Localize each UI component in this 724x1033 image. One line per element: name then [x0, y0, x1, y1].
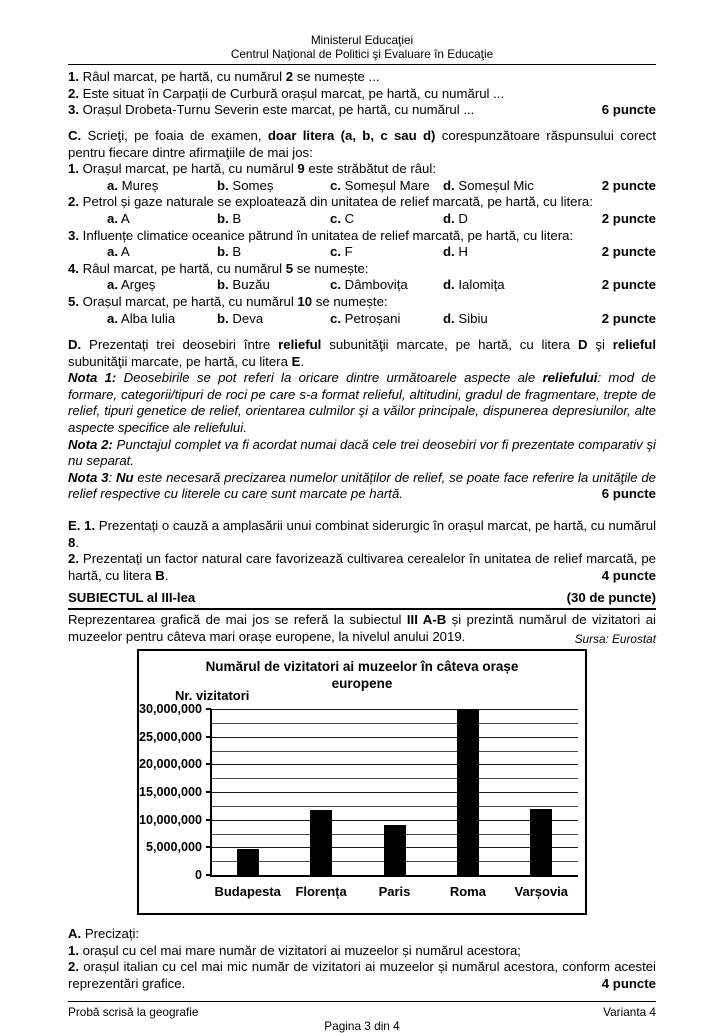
subject3-description [68, 612, 656, 645]
text-segment: . [300, 353, 305, 369]
points-label: 2 puncte [601, 310, 656, 326]
top-items [68, 69, 656, 119]
question-4-options [68, 277, 656, 294]
option-letter: c. [330, 210, 341, 226]
option-text: B [228, 210, 242, 226]
option-d [443, 311, 602, 328]
question-2-options [68, 211, 656, 228]
text-segment: Influențe climatice oceanice pătrund în unitatea de relief marcată, pe hartă, cu litera: [79, 227, 574, 243]
text-segment: este străbătut de râul: [304, 161, 436, 177]
text-segment: Prezentați o cauză a amplasării unui combinat siderurgic în orașul marcat, pe hartă, cu numărul [95, 518, 657, 534]
option-letter: b. [217, 177, 229, 193]
section-a-item2-text [68, 959, 656, 991]
option-text: D [454, 210, 468, 226]
text-segment: Nota 2: [68, 436, 113, 452]
text-segment: se numește: [293, 260, 369, 276]
option-letter: d. [443, 277, 455, 293]
spacer [68, 119, 656, 128]
section-c [68, 128, 656, 327]
option-c [330, 244, 443, 261]
y-tick-label: 0 [194, 868, 202, 883]
option-letter: a. [107, 310, 118, 326]
text-segment: . [164, 567, 169, 583]
points-label: 6 puncte [601, 102, 656, 118]
section-a-heading [68, 926, 656, 943]
section-d-nota1 [68, 370, 656, 436]
text-segment: 3. [68, 102, 79, 118]
text-segment: III A-B [406, 612, 447, 627]
top-item-3-text [68, 102, 474, 117]
text-segment: 1. [68, 69, 79, 85]
subject3-description-text [68, 612, 656, 644]
option-a [107, 211, 217, 228]
option-text: A [118, 244, 130, 260]
section-d-nota2 [68, 437, 656, 470]
bar [310, 810, 332, 875]
question-5-options [68, 311, 656, 328]
text-segment: este necesară precizarea numelor unităților de relief, se poate face referire la unităţile de relief respective cu literele cu care sunt marcate pe hartă. [68, 469, 657, 502]
text-segment: Râul marcat, pe hartă, cu numărul [79, 260, 286, 276]
section-c-questions [68, 161, 656, 327]
text-segment: Râul marcat, pe hartă, cu numărul [79, 69, 286, 85]
text-segment: B [155, 567, 165, 583]
y-tick-label: 25,000,000 [139, 729, 203, 744]
chart-title: Numărul de vizitatori ai muzeelor în câteva orașe europene [205, 659, 519, 692]
text-segment: și prezintă numărul de vizitatori ai muzeelor pentru câteva mari orașe europene, la nivelul anului 2019. [68, 612, 656, 644]
option-letter: b. [217, 244, 229, 260]
gridline [211, 806, 578, 807]
section-c-intro [68, 128, 656, 161]
x-tick-label: Florența [295, 884, 347, 900]
spacer [68, 503, 656, 518]
points-label: 2 puncte [601, 210, 656, 226]
text-segment: reliefului [542, 370, 598, 386]
option-a [107, 244, 217, 261]
gridline [211, 778, 578, 779]
option-c [330, 277, 443, 294]
text-segment: Nota 3 [68, 469, 109, 485]
x-tick-label: Roma [449, 884, 486, 900]
subject3-points: (30 de puncte) [566, 590, 656, 606]
text-segment: Nota 1: [68, 370, 117, 386]
spacer [68, 327, 656, 337]
option-b [217, 211, 330, 228]
option-letter: b. [217, 210, 229, 226]
points-label: 4 puncte [601, 975, 656, 991]
text-segment: Precizați: [81, 926, 140, 942]
text-segment: 9 [297, 161, 305, 177]
text-segment: şi [587, 337, 613, 353]
option-letter: d. [443, 210, 455, 226]
option-letter: c. [330, 177, 341, 193]
gridline [211, 723, 578, 724]
text-segment: Orașul Drobeta-Turnu Severin este marcat, pe hartă, cu numărul ... [79, 102, 475, 118]
text-segment: Orașul marcat, pe hartă, cu numărul [79, 161, 298, 177]
option-text: Deva [228, 310, 264, 326]
option-text: Dâmbovița [341, 277, 408, 293]
option-c [330, 178, 443, 195]
option-d [443, 211, 602, 228]
text-segment: 2. [68, 551, 79, 567]
option-letter: d. [443, 244, 455, 260]
bar [237, 849, 259, 875]
option-text: Alba Iulia [118, 310, 176, 326]
option-b [217, 178, 330, 195]
option-text: C [341, 210, 355, 226]
x-tick-label: Paris [378, 884, 411, 900]
option-letter: b. [217, 277, 229, 293]
x-axis-line [210, 875, 578, 877]
bar [457, 709, 479, 875]
option-text: Ialomița [454, 277, 505, 293]
footer-page-number: Pagina 3 din 4 [324, 1018, 400, 1033]
option-text: Someșul Mare [341, 177, 430, 193]
text-segment: 8 [68, 534, 76, 550]
y-tick-label: 20,000,000 [139, 757, 203, 772]
text-segment: 2. [68, 959, 79, 975]
option-text: Sibiu [454, 310, 488, 326]
text-segment: Este situat în Carpații de Curbură orașul marcat, pe hartă, cu numărul ... [79, 85, 505, 101]
section-e-item1 [68, 518, 656, 551]
text-segment: Punctajul complet va fi acordat numai dacă cele trei deosebiri vor fi prezentate comparativ şi nu separat. [68, 436, 656, 469]
bar-chart [137, 649, 587, 915]
option-letter: c. [330, 310, 341, 326]
y-tick-label: 30,000,000 [139, 702, 203, 717]
top-item-1 [68, 69, 656, 86]
subject3-title: SUBIECTUL al III-lea [68, 590, 196, 606]
section-e [68, 518, 656, 584]
option-letter: b. [217, 310, 229, 326]
option-letter: a. [107, 244, 118, 260]
question-1-stem [68, 161, 656, 178]
question-3-stem [68, 228, 656, 245]
option-text: Mureș [118, 177, 159, 193]
option-a [107, 178, 217, 195]
y-tick-label: 15,000,000 [139, 785, 203, 800]
option-a [107, 311, 217, 328]
option-text: Petroșani [341, 310, 401, 326]
option-letter: c. [330, 277, 341, 293]
y-axis-line [210, 709, 212, 877]
section-d [68, 337, 656, 503]
gridline [211, 709, 578, 710]
section-d-nota3 [68, 470, 656, 503]
option-b [217, 311, 330, 328]
text-segment: Reprezentarea grafică de mai jos se referă la subiectul [68, 612, 407, 627]
points-label: 2 puncte [601, 277, 656, 293]
spacer [68, 915, 656, 926]
text-segment: orașul italian cu cel mai mic număr de vizitatori ai muzeelor și numărul acestora, conform acestei reprezentări grafice. [68, 959, 656, 991]
section-e-item2-text [68, 551, 656, 583]
text-segment: 4. [68, 260, 79, 276]
option-d [443, 178, 602, 195]
text-segment: corespunzătoare răspunsului corect pentru fiecare dintre afirmaţiile de mai jos: [68, 127, 656, 160]
text-segment: orașul cu cel mai mare număr de vizitatori ai muzeelor și numărul acestora; [79, 942, 521, 958]
page-header [68, 34, 656, 65]
option-letter: a. [107, 210, 118, 226]
y-axis-label: Nr. vizitatori [175, 688, 250, 704]
text-segment: Petrol și gaze naturale se exploatează din unitatea de relief marcată, pe hartă, cu litera: [79, 194, 593, 210]
text-segment: relieful [278, 337, 322, 353]
option-letter: c. [330, 244, 341, 260]
text-segment: 2. [68, 85, 79, 101]
question-5-stem [68, 294, 656, 311]
text-segment: Prezentați trei deosebiri între [81, 337, 279, 353]
gridline [211, 751, 578, 752]
text-segment: Nu [115, 469, 134, 485]
text-segment: Scrieţi, pe foaia de examen, [81, 127, 268, 143]
question-4-stem [68, 261, 656, 278]
y-tick-label: 10,000,000 [139, 812, 203, 827]
gridline [211, 764, 578, 765]
points-label: 4 puncte [601, 567, 656, 583]
section-d-statement [68, 337, 656, 370]
text-segment: 2 [285, 69, 294, 85]
text-segment: A. [68, 926, 82, 942]
bar [384, 825, 406, 875]
text-segment: subunităţii marcate, pe hartă, cu litera [68, 353, 292, 369]
text-segment: 3. [68, 227, 79, 243]
footer-exam-type: Probă scrisă la geografie [68, 1004, 199, 1019]
option-letter: a. [107, 177, 118, 193]
option-letter: d. [443, 310, 455, 326]
section-a [68, 926, 656, 992]
section-d-nota3-text [68, 470, 656, 502]
section-e-item2 [68, 551, 656, 584]
text-segment: se numește ... [293, 69, 380, 85]
text-segment: E [291, 353, 301, 369]
option-text: Buzău [228, 277, 270, 293]
question-3-options [68, 244, 656, 261]
x-tick-label: Budapesta [214, 884, 281, 900]
top-item-2 [68, 86, 656, 103]
option-text: Someșul Mic [454, 177, 534, 193]
text-segment: D. [68, 337, 82, 353]
text-segment: relieful [612, 337, 657, 353]
footer-variant: Varianta 4 [603, 1004, 656, 1019]
option-text: A [118, 210, 130, 226]
text-segment: Deosebirile se pot referi la oricare dintre următoarele aspecte ale [116, 370, 543, 386]
option-text: Someș [228, 177, 274, 193]
text-segment: Prezentați un factor natural care favorizează cultivarea cerealelor în unitatea de relief marcată, pe hartă, cu litera [68, 551, 656, 583]
option-text: F [341, 244, 353, 260]
text-segment: : mod de formare, categorii/tipuri de roci pe care s-a format relieful, altitudini, gradul de fragmentare, trepte de relief, tipuri genetice de relief, orientarea culmilor şi a văilor principale, dispunerea depresiunilor, alte aspecte specifice ale reliefului. [68, 370, 656, 436]
option-letter: d. [443, 177, 455, 193]
chart-source: Sursa: Eurostat [574, 631, 656, 646]
subject3-heading [68, 590, 656, 610]
text-segment: 2. [68, 194, 79, 210]
text-segment: E. 1. [68, 518, 96, 534]
gridline [211, 792, 578, 793]
text-segment: C. [68, 127, 82, 143]
question-2-stem [68, 194, 656, 211]
option-c [330, 211, 443, 228]
option-c [330, 311, 443, 328]
page-footer [68, 1001, 656, 1033]
option-letter: a. [107, 277, 118, 293]
option-b [217, 277, 330, 294]
header-institution: Centrul Naţional de Politici şi Evaluare în Educaţie [230, 46, 494, 61]
section-a-item1 [68, 943, 656, 960]
text-segment: 10 [297, 293, 313, 309]
points-label: 6 puncte [601, 486, 656, 502]
option-d [443, 244, 602, 261]
text-segment: : [108, 469, 116, 485]
option-text: B [228, 244, 242, 260]
gridline [211, 820, 578, 821]
option-text: H [454, 244, 468, 260]
x-tick-label: Varșovia [514, 884, 569, 900]
footer-row [68, 1005, 656, 1019]
text-segment: . [75, 534, 80, 550]
text-segment: D [577, 337, 588, 353]
text-segment: 5. [68, 293, 79, 309]
gridline [211, 737, 578, 738]
option-text: Argeș [118, 277, 156, 293]
option-a [107, 277, 217, 294]
text-segment: 1. [68, 942, 79, 958]
text-segment: subunităţii marcate, pe hartă, cu litera [321, 337, 578, 353]
option-d [443, 277, 602, 294]
points-label: 2 puncte [601, 177, 656, 193]
question-1-options [68, 178, 656, 195]
text-segment: 1. [68, 161, 79, 177]
section-a-item2 [68, 959, 656, 992]
points-label: 2 puncte [601, 244, 656, 260]
text-segment: 5 [285, 260, 294, 276]
header-ministry: Ministerul Educaţiei [310, 33, 414, 47]
bar [530, 809, 552, 875]
text-segment: se numește: [312, 293, 388, 309]
text-segment: Orașul marcat, pe hartă, cu numărul [79, 293, 298, 309]
option-b [217, 244, 330, 261]
text-segment: doar litera (a, b, c sau d) [267, 127, 436, 143]
y-tick-label: 5,000,000 [145, 840, 202, 855]
top-item-3 [68, 102, 656, 119]
